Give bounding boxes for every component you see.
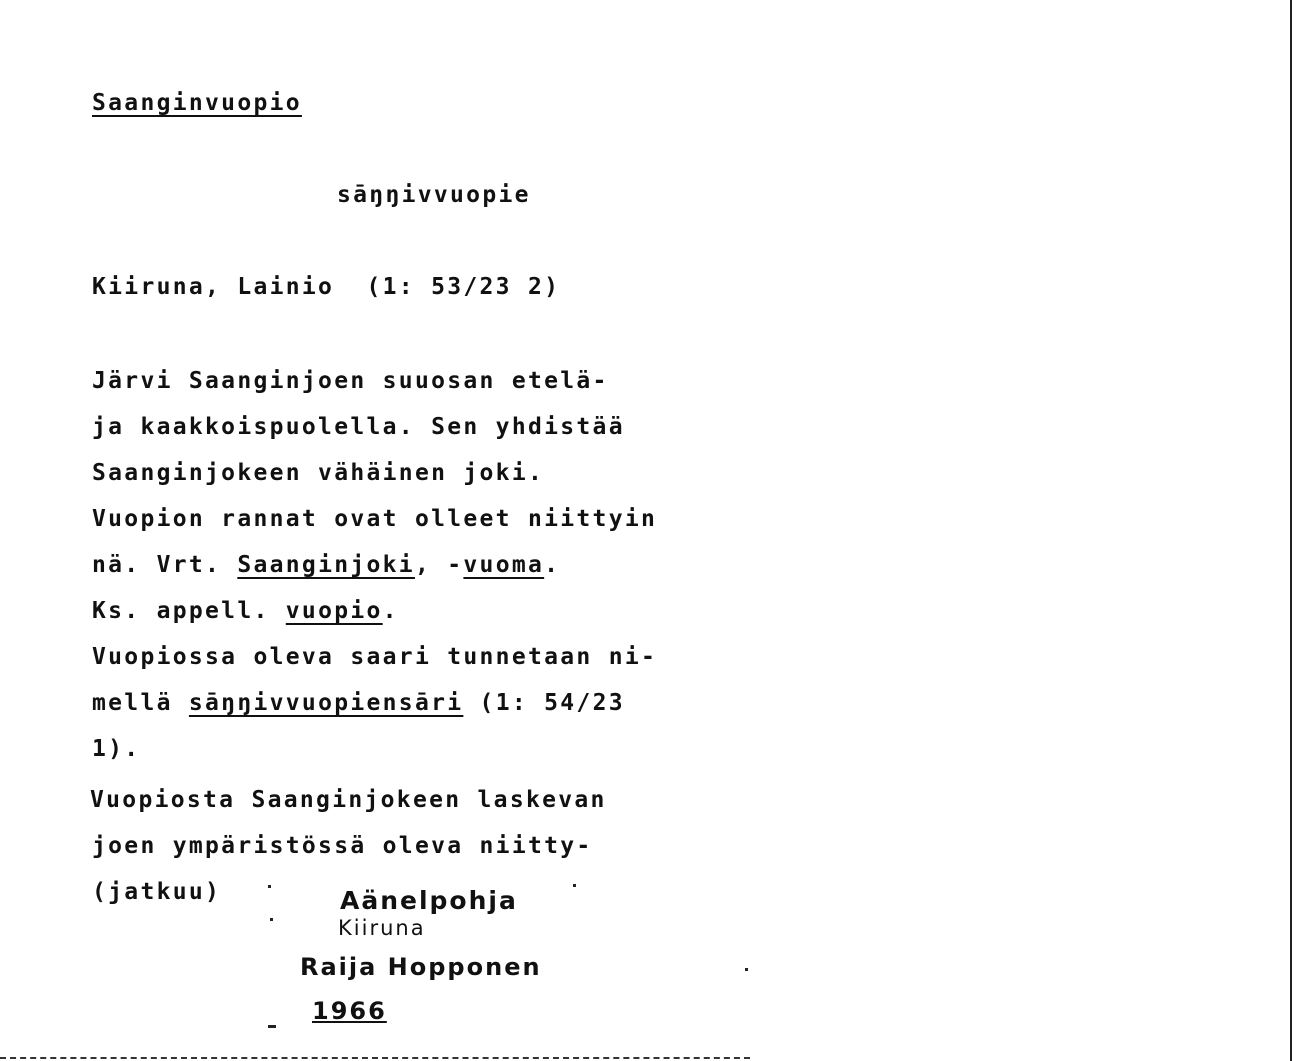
card-right-edge xyxy=(1290,0,1292,1061)
island-name: sāŋŋivvuopiensāri xyxy=(188,690,464,716)
text-fragment: nä. Vrt. xyxy=(92,552,238,578)
speck xyxy=(268,885,271,888)
stamp-municipality: Kiiruna xyxy=(338,916,426,940)
location-line: Kiiruna, Lainio (1: 53/23 2) xyxy=(92,274,561,300)
cross-reference-vuopio: vuopio xyxy=(285,598,383,624)
card-bottom-dashes xyxy=(0,1057,750,1059)
body-line-8 xyxy=(92,688,625,718)
body-line-2: ja kaakkoispuolella. Sen yhdistää xyxy=(92,414,625,440)
text-fragment: (1: 54/23 xyxy=(463,690,625,716)
stamp-region: Aänelpohja xyxy=(340,886,518,915)
cross-reference-vuoma: vuoma xyxy=(463,552,545,578)
text-fragment: mellä xyxy=(92,690,189,716)
body-line-5 xyxy=(92,550,560,580)
continued-note: (jatkuu) xyxy=(92,879,222,905)
speck xyxy=(268,1025,276,1028)
body-line-7: Vuopiossa oleva saari tunnetaan ni- xyxy=(92,644,658,670)
pronunciation: sāŋŋivvuopie xyxy=(337,182,531,208)
text-fragment: , - xyxy=(414,552,464,578)
speck xyxy=(573,884,576,887)
headword: Saanginvuopio xyxy=(92,90,302,116)
cross-reference-saanginjoki: Saanginjoki xyxy=(237,552,415,578)
speck xyxy=(745,968,748,971)
speck xyxy=(270,918,273,921)
body-line-1: Järvi Saanginjoen suuosan etelä- xyxy=(92,368,609,394)
text-fragment: Ks. appell. xyxy=(92,598,286,624)
body-line-4: Vuopion rannat ovat olleet niittyin xyxy=(92,506,658,532)
body-line-3: Saanginjokeen vähäinen joki. xyxy=(92,460,545,486)
body-line-9: 1). xyxy=(92,736,141,762)
body-line-10: Vuopiosta Saanginjokeen laskevan xyxy=(90,787,607,813)
body-line-11: joen ympäristössä oleva niitty- xyxy=(92,833,593,859)
text-fragment: . xyxy=(544,552,561,578)
stamp-collector: Raija Hopponen xyxy=(300,953,542,981)
body-line-6 xyxy=(92,596,399,626)
stamp-year: 1966 xyxy=(312,997,387,1025)
text-fragment: . xyxy=(382,598,399,624)
